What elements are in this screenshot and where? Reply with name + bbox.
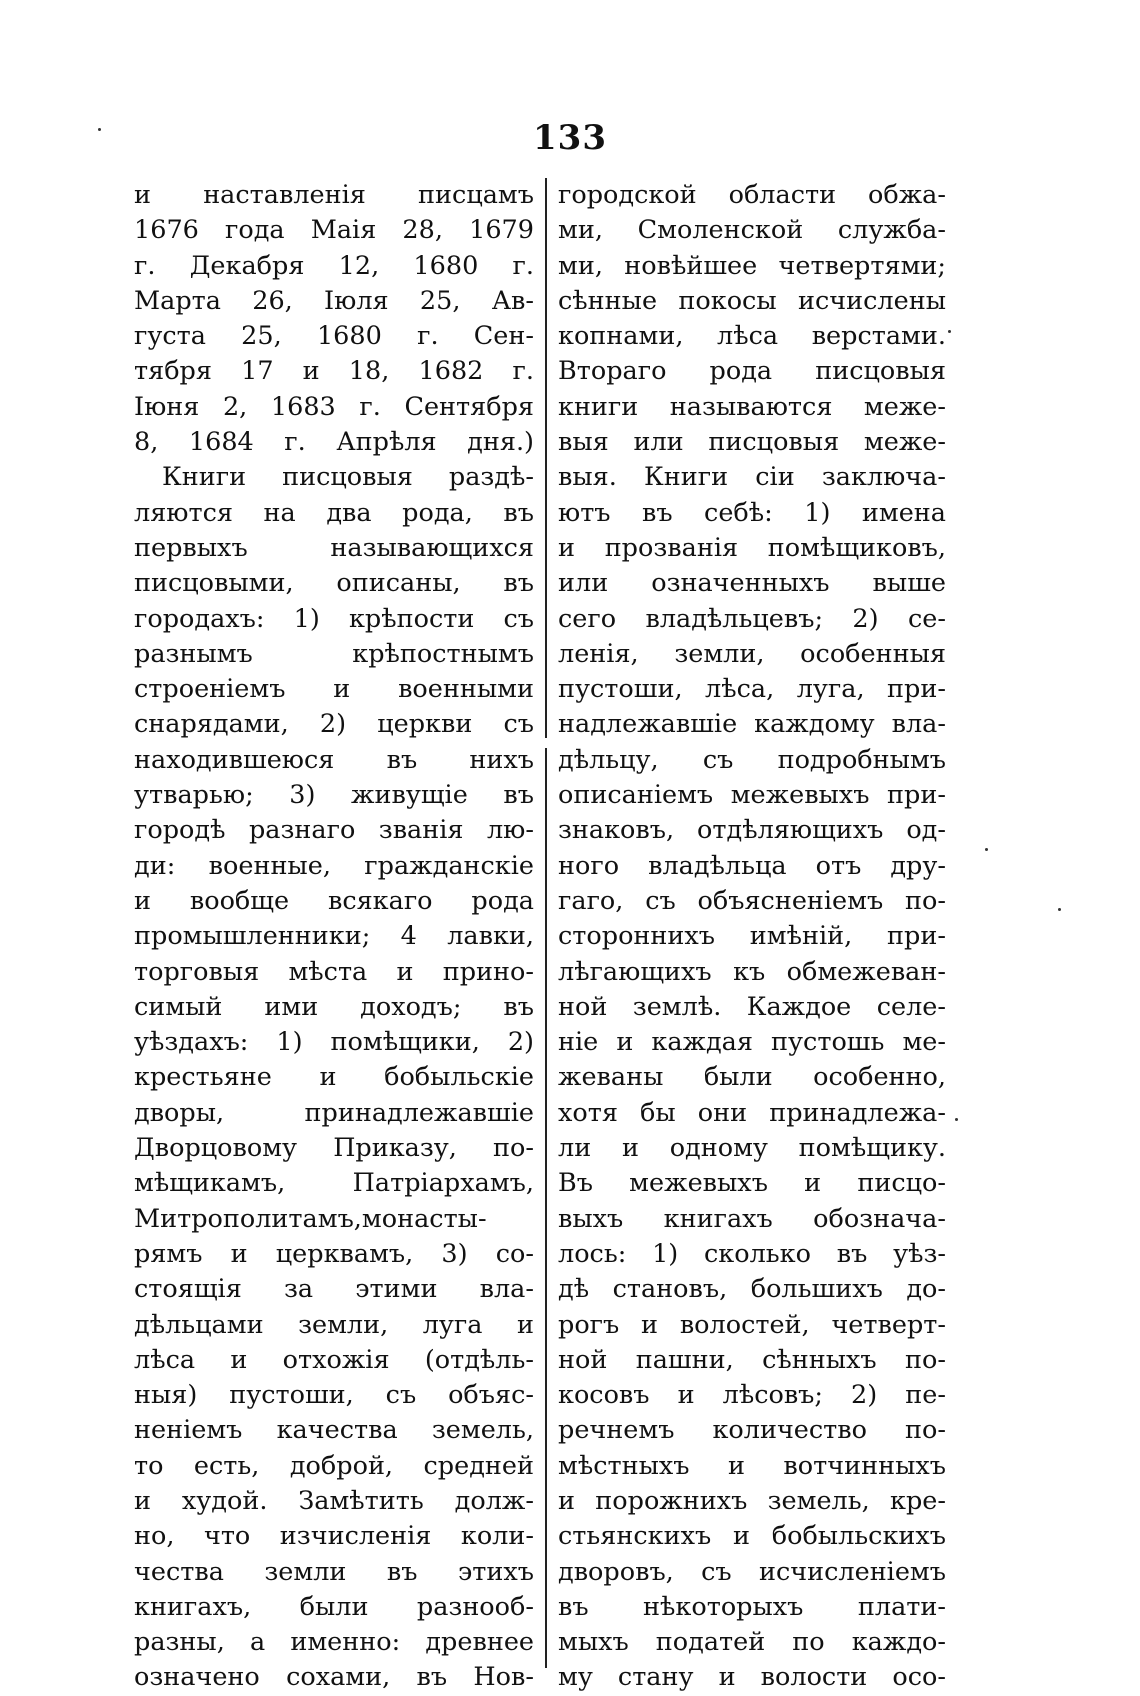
text-line: ного владѣльца отъ дру- <box>558 850 946 881</box>
text-line: въ нѣкоторыхъ плати- <box>558 1591 946 1622</box>
text-line: книги называются меже- <box>558 391 946 422</box>
text-line: Марта 26, Іюля 25, Ав- <box>134 285 534 316</box>
text-line: и наставленія писцамъ <box>134 180 534 210</box>
text-line: и худой. Замѣтить долж- <box>134 1485 534 1516</box>
text-line: ной землѣ. Каждое селе- <box>558 991 946 1022</box>
text-line: стороннихъ имѣній, при- <box>558 921 946 952</box>
text-line: лось: 1) сколько въ уѣз- <box>558 1238 946 1269</box>
text-line: ди: военные, гражданскіе <box>134 850 534 881</box>
text-line: стьянскихъ и бобыльскихъ <box>558 1521 946 1552</box>
text-line: и порожнихъ земель, кре- <box>558 1485 946 1516</box>
text-line: ми, новѣйшее четвертями; <box>558 250 946 281</box>
text-line: Втораго рода писцовыя <box>558 356 946 387</box>
text-line: или означенныхъ выше <box>558 568 946 599</box>
text-line: утварью; 3) живущіе въ <box>134 780 534 811</box>
text-line: Митрополитамъ,монасты- <box>134 1203 487 1234</box>
text-line: снарядами, 2) церкви съ <box>134 709 534 740</box>
left-text-column <box>134 178 534 1696</box>
text-line: рямъ и церквамъ, 3) со- <box>134 1238 534 1269</box>
print-speck <box>948 330 951 333</box>
text-line: ной пашни, сѣнныхъ по- <box>558 1344 946 1375</box>
text-line: и вообще всякаго рода <box>134 885 534 916</box>
text-line: мѣстныхъ и вотчинныхъ <box>558 1450 946 1481</box>
text-line: неніемъ качества земель, <box>134 1415 534 1446</box>
print-speck <box>985 848 988 851</box>
text-line: городской области обжа- <box>558 180 946 210</box>
page-number: 133 <box>533 118 607 158</box>
print-speck <box>98 128 101 131</box>
text-line: лѣгающихъ къ обмежеван- <box>558 956 946 987</box>
text-line: городахъ: 1) крѣпости съ <box>134 603 534 634</box>
text-line: чества земли въ этихъ <box>134 1556 534 1587</box>
print-speck <box>955 1118 958 1121</box>
text-line: му стану и волости осо- <box>558 1662 946 1693</box>
text-line: дворовъ, съ исчисленіемъ <box>558 1556 946 1587</box>
text-line: первыхъ называющихся <box>134 532 534 563</box>
text-line: сего владѣльцевъ; 2) се- <box>558 603 946 634</box>
text-line: мѣщикамъ, Патріархамъ, <box>134 1168 534 1199</box>
text-line: выя. Книги сіи заключа- <box>558 462 946 493</box>
text-line: пустоши, лѣса, луга, при- <box>558 674 946 705</box>
text-line: хотя бы они принадлежа- <box>558 1097 946 1128</box>
text-line: Въ межевыхъ и писцо- <box>558 1168 946 1199</box>
text-line: сѣнные покосы исчислены <box>558 285 946 316</box>
text-line: находившеюся въ нихъ <box>134 744 534 775</box>
text-line: описаніемъ межевыхъ при- <box>558 780 946 811</box>
text-line: Іюня 2, 1683 г. Сентября <box>134 391 534 422</box>
text-line: Книги писцовыя раздѣ- <box>162 462 534 493</box>
text-line: рогъ и волостей, четверт- <box>558 1309 946 1340</box>
text-line: означено сохами, въ Нов- <box>134 1662 534 1693</box>
text-line: 8, 1684 г. Апрѣля дня.) <box>134 427 534 458</box>
text-line: 1676 года Маія 28, 1679 <box>134 215 534 246</box>
text-line: писцовыми, описаны, въ <box>134 568 534 599</box>
text-line: книгахъ, были разнооб- <box>134 1591 534 1622</box>
text-line: жеваны были особенно, <box>558 1062 946 1093</box>
text-line: строеніемъ и военными <box>134 674 534 705</box>
text-line: копнами, лѣса верстами. <box>558 321 946 352</box>
text-line: ніе и каждая пустошь ме- <box>558 1027 946 1058</box>
text-line: косовъ и лѣсовъ; 2) пе- <box>558 1380 946 1411</box>
column-divider <box>545 178 547 738</box>
text-line: знаковъ, отдѣляющихъ од- <box>558 815 946 846</box>
column-divider <box>545 748 547 1668</box>
text-line: тября 17 и 18, 1682 г. <box>134 356 534 387</box>
text-line: то есть, доброй, средней <box>134 1450 534 1481</box>
text-line: разны, а именно: древнее <box>134 1627 534 1658</box>
text-line: выя или писцовыя меже- <box>558 427 946 458</box>
text-line: надлежавшіе каждому вла- <box>558 709 946 740</box>
text-line: мыхъ податей по каждо- <box>558 1627 946 1658</box>
text-line: густа 25, 1680 г. Сен- <box>134 321 534 352</box>
text-line: гаго, съ объясненіемъ по- <box>558 885 946 916</box>
text-line: ми, Смоленской служба- <box>558 215 946 246</box>
text-line: лѣса и отхожія (отдѣль- <box>134 1344 534 1375</box>
right-text-column <box>558 178 946 1696</box>
text-line: стоящія за этими вла- <box>134 1274 534 1305</box>
print-speck <box>1058 908 1061 911</box>
text-line: ленія, земли, особенныя <box>558 638 946 669</box>
text-line: но, что изчисленія коли- <box>134 1521 534 1552</box>
text-line: дѣльцу, съ подробнымъ <box>558 744 946 775</box>
text-line: ли и одному помѣщику. <box>558 1133 946 1164</box>
text-line: выхъ книгахъ обознача- <box>558 1203 946 1234</box>
text-line: г. Декабря 12, 1680 г. <box>134 250 534 281</box>
text-line: торговыя мѣста и прино- <box>134 956 534 987</box>
text-line: симый ими доходъ; въ <box>134 991 534 1022</box>
text-line: городѣ разнаго званія лю- <box>134 815 534 846</box>
text-line: дѣ становъ, большихъ до- <box>558 1274 946 1305</box>
text-line: ютъ въ себѣ: 1) имена <box>558 497 946 528</box>
text-line: разнымъ крѣпостнымъ <box>134 638 534 669</box>
text-line: уѣздахъ: 1) помѣщики, 2) <box>134 1027 534 1058</box>
text-line: промышленники; 4 лавки, <box>134 921 534 952</box>
text-line: речнемъ количество по- <box>558 1415 946 1446</box>
text-line: дворы, принадлежавшіе <box>134 1097 534 1128</box>
text-line: ляются на два рода, въ <box>134 497 534 528</box>
text-line: крестьяне и бобыльскіе <box>134 1062 534 1093</box>
text-line: ныя) пустоши, съ объяс- <box>134 1380 534 1411</box>
text-line: дѣльцами земли, луга и <box>134 1309 534 1340</box>
text-line: и прозванія помѣщиковъ, <box>558 532 946 563</box>
text-line: Дворцовому Приказу, по- <box>134 1133 534 1164</box>
